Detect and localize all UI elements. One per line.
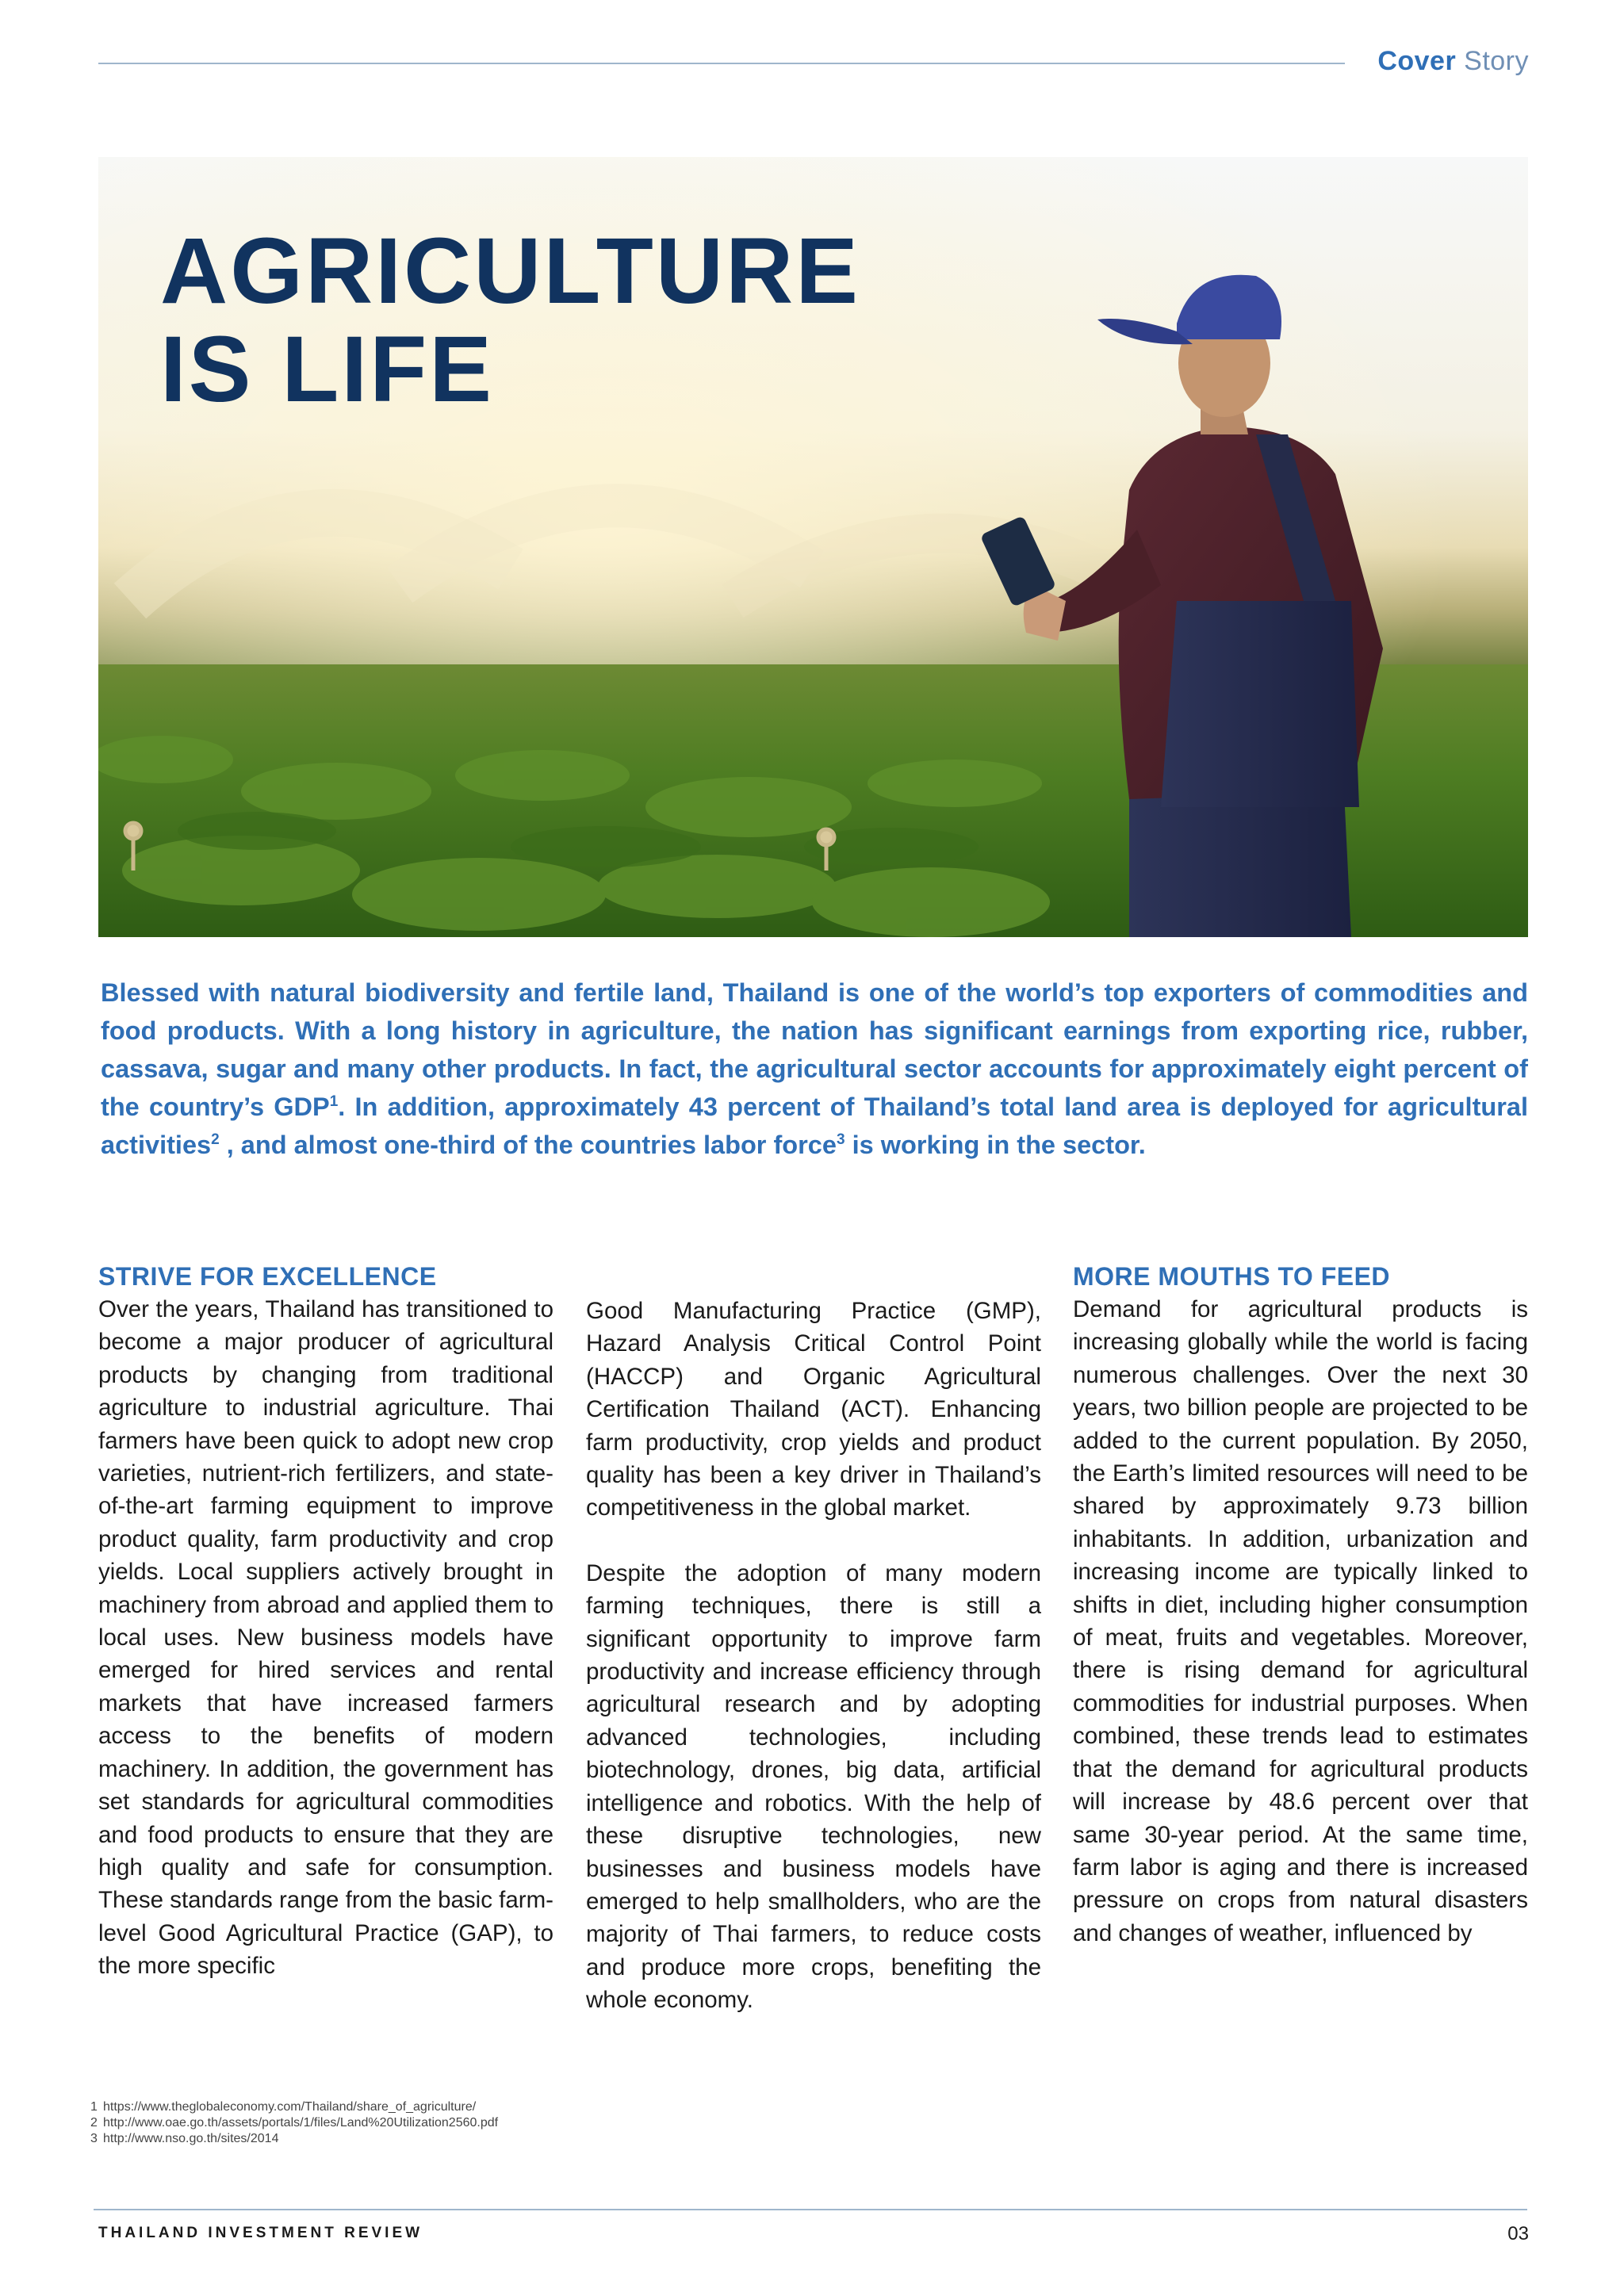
section-heading-mouths: MORE MOUTHS TO FEED xyxy=(1073,1262,1391,1291)
footnote-1 xyxy=(90,2099,883,2115)
footnotes xyxy=(90,2099,883,2147)
footnote-num: 2 xyxy=(90,2116,98,2130)
column-2-para-2: Despite the adoption of many modern farming techniques, there is still a significant opportunity to improve farm productivity and increase efficiency through agricultural research and by adopting advanced technologies, including biotechnology, drones, big data, artificial intelligence and robotics. With the help of these disruptive technologies, new businesses and business models have emerged to help smallholders, who are the majority of Thai farmers, to reduce costs and produce more crops, benefiting the whole economy. xyxy=(586,1559,1041,2014)
lede-paragraph xyxy=(101,974,1528,1164)
footnote-link[interactable]: http://www.oae.go.th/assets/portals/1/files/Land%20Utilization2560.pdf xyxy=(103,2116,499,2130)
hero-image xyxy=(98,157,1528,937)
lede-part-3: , and almost one-third of the countries labor force xyxy=(219,1131,837,1159)
header-rule xyxy=(98,63,1345,64)
footnote-link[interactable]: http://www.nso.go.th/sites/2014 xyxy=(103,2132,279,2145)
title-line-2: IS LIFE xyxy=(160,317,494,422)
column-2-para-1: Good Manufacturing Practice (GMP), Hazard Analysis Critical Control Point (HACCP) and Organic Agricultural Certification Thailand (ACT). Enhancing farm productivity, crop yields and product quality has been a key driver in Thailand’s competitiveness in the global market. xyxy=(586,1298,1041,1521)
footnote-num: 1 xyxy=(90,2100,98,2114)
title-line-1: AGRICULTURE xyxy=(160,219,860,323)
page-title xyxy=(160,219,860,422)
footnote-link[interactable]: https://www.theglobaleconomy.com/Thailand/share_of_agriculture/ xyxy=(103,2100,477,2114)
lede-part-4: is working in the sector. xyxy=(845,1131,1146,1159)
footnote-3 xyxy=(90,2131,883,2147)
lede-part-1: Blessed with natural biodiversity and fertile land, Thailand is one of the world’s top exporters of commodities and food products. With a long history in agriculture, the nation has significant earnings from exporting rice, rubber, cassava, sugar and many other products. In fact, the agricultural sector accounts for approximately eight percent of the country’s GDP xyxy=(101,978,1528,1121)
column-2 xyxy=(586,1295,1041,2017)
footnote-ref-3: 3 xyxy=(836,1131,845,1149)
footer-rule xyxy=(94,2209,1527,2210)
column-3 xyxy=(1073,1261,1528,1950)
column-1 xyxy=(98,1261,553,1983)
section-heading-excellence: STRIVE FOR EXCELLENCE xyxy=(98,1262,437,1291)
footnote-ref-2: 2 xyxy=(211,1131,220,1149)
page-number: 03 xyxy=(1507,2223,1529,2244)
footnote-2 xyxy=(90,2115,883,2131)
footnote-num: 3 xyxy=(90,2132,98,2145)
lede-part-2: . In addition, approximately 43 percent of Thailand’s total land area is deployed for agricultural activities xyxy=(101,1093,1529,1159)
publication-name: THAILAND INVESTMENT REVIEW xyxy=(98,2225,423,2241)
section-label xyxy=(1377,46,1529,77)
section-label-light: Story xyxy=(1464,46,1529,76)
footnote-ref-1: 1 xyxy=(329,1093,339,1111)
section-label-strong: Cover xyxy=(1377,46,1457,76)
column-1-text: Over the years, Thailand has transitioned to become a major producer of agricultural products by changing from traditional agriculture to industrial agriculture. Thai farmers have been quick to adopt new crop varieties, nutrient-rich fertilizers, and state-of-the-art farming equipment to improve product quality, farm productivity and crop yields. Local suppliers actively brought in machinery from abroad and applied them to local uses. New business models have emerged for hired services and rental markets that have increased farmers access to the benefits of modern machinery. In addition, the government has set standards for agricultural commodities and food products to ensure that they are high quality and safe for consumption. These standards range from the basic farm-level Good Agricultural Practice (GAP), to the more specific xyxy=(98,1296,553,1980)
column-3-text: Demand for agricultural products is increasing globally while the world is facing numerous challenges. Over the next 30 years, two billion people are projected to be added to the current population. By 2050, the Earth’s limited resources will need to be shared by approximately 9.73 billion inhabitants. In addition, urbanization and increasing income are typically linked to shifts in diet, including higher consumption of meat, fruits and vegetables. Moreover, there is rising demand for agricultural commodities for industrial purposes. When combined, these trends lead to estimates that the demand for agricultural products will increase by 48.6 percent over that same 30-year period. At the same time, farm labor is aging and there is increased pressure on crops from natural disasters and changes of weather, influenced by xyxy=(1073,1296,1528,1946)
